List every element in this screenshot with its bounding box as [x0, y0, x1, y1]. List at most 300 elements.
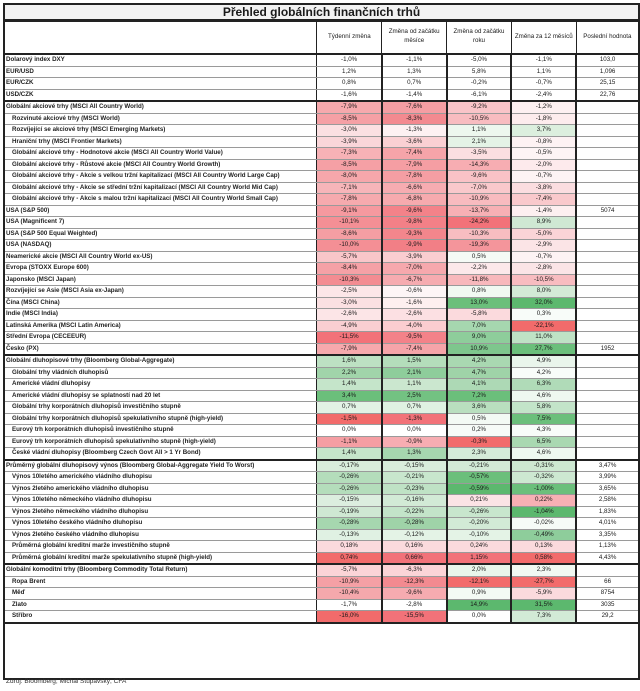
ytd-change-cell: 13,0%	[447, 297, 512, 309]
row-label: Japonsko (MSCI Japan)	[3, 274, 317, 286]
table-row	[3, 529, 638, 541]
row-label: Neamerické akcie (MSCI All Country World ex-US)	[3, 251, 317, 263]
ytd-change-cell: -0,3%	[447, 436, 512, 448]
mtd-change-cell: 0,16%	[382, 541, 447, 553]
weekly-change-cell: 1,6%	[317, 355, 382, 367]
weekly-change-cell: -0,15%	[317, 495, 382, 507]
12m-change-cell: -27,7%	[511, 576, 576, 588]
row-label: Globální akciové trhy - Růstové akcie (MSCI All Country World Growth)	[3, 159, 317, 171]
weekly-change-cell: -8,5%	[317, 159, 382, 171]
row-label: Globální akciové trhy - Akcie s malou tržní kapitalizací (MSCI All Country World Small Cap)	[3, 194, 317, 206]
table-row	[3, 355, 638, 367]
ytd-change-cell: -13,7%	[447, 205, 512, 217]
weekly-change-cell: 0,74%	[317, 552, 382, 564]
row-label: Průměrná globální kreditní marže investičního stupně	[3, 541, 317, 553]
table-row	[3, 367, 638, 379]
mtd-change-cell: 2,1%	[382, 367, 447, 379]
table-row	[3, 240, 638, 252]
12m-change-cell: -0,32%	[511, 472, 576, 484]
12m-change-cell: -2,9%	[511, 240, 576, 252]
ytd-change-cell: -10,5%	[447, 113, 512, 125]
mtd-change-cell: -0,22%	[382, 506, 447, 518]
row-label: USD/CZK	[3, 89, 317, 101]
last-value-cell	[576, 332, 638, 344]
weekly-change-cell: -9,1%	[317, 205, 382, 217]
mtd-change-cell: -7,9%	[382, 159, 447, 171]
row-label: Americké vládní dluhopisy se splatností nad 20 let	[3, 390, 317, 402]
ytd-change-cell: -14,3%	[447, 159, 512, 171]
ytd-change-cell: 0,8%	[447, 286, 512, 298]
last-value-cell	[576, 101, 638, 113]
weekly-change-cell: 3,4%	[317, 390, 382, 402]
row-label: Globální akciové trhy (MSCI All Country World)	[3, 101, 317, 113]
12m-change-cell: 11,0%	[511, 332, 576, 344]
ytd-change-cell: 14,9%	[447, 599, 512, 611]
row-label: Globální komoditní trhy (Bloomberg Commodity Total Return)	[3, 564, 317, 576]
mtd-change-cell: -7,6%	[382, 101, 447, 113]
last-value-cell: 1,83%	[576, 506, 638, 518]
weekly-change-cell: 0,7%	[317, 402, 382, 414]
12m-change-cell: 8,0%	[511, 286, 576, 298]
mtd-change-cell: -7,0%	[382, 263, 447, 275]
row-label: Rozvinuté akciové trhy (MSCI World)	[3, 113, 317, 125]
table-row	[3, 78, 638, 90]
table-row	[3, 136, 638, 148]
weekly-change-cell: -8,5%	[317, 113, 382, 125]
12m-change-cell: 0,3%	[511, 309, 576, 321]
mtd-change-cell: 1,3%	[382, 66, 447, 78]
mtd-change-cell: -9,6%	[382, 205, 447, 217]
weekly-change-cell: -3,0%	[317, 125, 382, 137]
table-row	[3, 101, 638, 113]
mtd-change-cell: -2,8%	[382, 599, 447, 611]
last-value-cell	[576, 228, 638, 240]
12m-change-cell: -7,4%	[511, 194, 576, 206]
weekly-change-cell: 1,2%	[317, 66, 382, 78]
last-value-cell	[576, 379, 638, 391]
table-row	[3, 66, 638, 78]
row-label: Průměrná globální kreditní marže spekulativního stupně (high-yield)	[3, 552, 317, 564]
ytd-change-cell: 0,5%	[447, 251, 512, 263]
mtd-change-cell: -0,28%	[382, 518, 447, 530]
last-value-cell	[576, 125, 638, 137]
weekly-change-cell: -0,26%	[317, 472, 382, 484]
table-row	[3, 402, 638, 414]
table-row	[3, 564, 638, 576]
ytd-change-cell: 0,5%	[447, 413, 512, 425]
12m-change-cell: 8,9%	[511, 217, 576, 229]
weekly-change-cell: -2,5%	[317, 286, 382, 298]
row-label: Česko (PX)	[3, 343, 317, 355]
ytd-change-cell: 7,2%	[447, 390, 512, 402]
last-value-cell	[576, 402, 638, 414]
table-row	[3, 436, 638, 448]
12m-change-cell: 3,7%	[511, 125, 576, 137]
last-value-cell	[576, 355, 638, 367]
mtd-change-cell: -7,8%	[382, 171, 447, 183]
table-row	[3, 472, 638, 484]
row-label: České vládní dluhopisy (Bloomberg Czech Govt All > 1 Yr Bond)	[3, 448, 317, 460]
last-value-cell	[576, 309, 638, 321]
12m-change-cell: 27,7%	[511, 343, 576, 355]
mtd-change-cell: -9,9%	[382, 240, 447, 252]
last-value-cell	[576, 159, 638, 171]
row-label: Výnos 10letého amerického vládního dluhopisu	[3, 472, 317, 484]
weekly-change-cell: -0,13%	[317, 529, 382, 541]
weekly-change-cell: -7,9%	[317, 343, 382, 355]
last-value-cell	[576, 263, 638, 275]
header-weekly-change: Týdenní změna	[317, 19, 382, 54]
mtd-change-cell: 0,66%	[382, 552, 447, 564]
weekly-change-cell: 0,18%	[317, 541, 382, 553]
weekly-change-cell: -11,5%	[317, 332, 382, 344]
last-value-cell: 3,65%	[576, 483, 638, 495]
mtd-change-cell: -2,6%	[382, 309, 447, 321]
row-label: Globální trhy vládních dluhopisů	[3, 367, 317, 379]
last-value-cell: 4,01%	[576, 518, 638, 530]
12m-change-cell: 0,22%	[511, 495, 576, 507]
weekly-change-cell: -7,9%	[317, 101, 382, 113]
last-value-cell: 3035	[576, 599, 638, 611]
12m-change-cell: 6,3%	[511, 379, 576, 391]
row-label: Rozvíjející se akciové trhy (MSCI Emerging Markets)	[3, 125, 317, 137]
12m-change-cell: -2,0%	[511, 159, 576, 171]
12m-change-cell: 1,1%	[511, 66, 576, 78]
ytd-change-cell: 4,7%	[447, 367, 512, 379]
weekly-change-cell: -8,0%	[317, 171, 382, 183]
mtd-change-cell: -15,5%	[382, 611, 447, 623]
table-row	[3, 390, 638, 402]
weekly-change-cell: -1,0%	[317, 54, 382, 66]
mtd-change-cell: 1,5%	[382, 355, 447, 367]
weekly-change-cell: -5,7%	[317, 251, 382, 263]
weekly-change-cell: 0,8%	[317, 78, 382, 90]
table-row	[3, 541, 638, 553]
last-value-cell	[576, 436, 638, 448]
last-value-cell	[576, 425, 638, 437]
weekly-change-cell: 1,4%	[317, 379, 382, 391]
weekly-change-cell: -7,8%	[317, 194, 382, 206]
weekly-change-cell: -16,0%	[317, 611, 382, 623]
row-label: Globální trhy korporátních dluhopisů investičního stupně	[3, 402, 317, 414]
12m-change-cell: -1,04%	[511, 506, 576, 518]
mtd-change-cell: 1,1%	[382, 379, 447, 391]
row-label: Výnos 2letého českého vládního dluhopisu	[3, 529, 317, 541]
row-label: USA (Magnificent 7)	[3, 217, 317, 229]
ytd-change-cell: -0,21%	[447, 460, 512, 472]
table-row	[3, 413, 638, 425]
12m-change-cell: -2,8%	[511, 263, 576, 275]
row-label: Stříbro	[3, 611, 317, 623]
ytd-change-cell: -9,6%	[447, 171, 512, 183]
table-row	[3, 113, 638, 125]
weekly-change-cell: -10,4%	[317, 588, 382, 600]
mtd-change-cell: -9,3%	[382, 228, 447, 240]
last-value-cell: 25,15	[576, 78, 638, 90]
ytd-change-cell: -0,57%	[447, 472, 512, 484]
last-value-cell: 3,99%	[576, 472, 638, 484]
12m-change-cell: 7,3%	[511, 611, 576, 623]
ytd-change-cell: -0,2%	[447, 78, 512, 90]
table-row	[3, 286, 638, 298]
weekly-change-cell: -2,6%	[317, 309, 382, 321]
mtd-change-cell: 1,3%	[382, 448, 447, 460]
12m-change-cell: -0,02%	[511, 518, 576, 530]
table-row	[3, 89, 638, 101]
12m-change-cell: 6,5%	[511, 436, 576, 448]
12m-change-cell: 4,2%	[511, 367, 576, 379]
row-label: USA (NASDAQ)	[3, 240, 317, 252]
last-value-cell	[576, 367, 638, 379]
12m-change-cell: -1,2%	[511, 101, 576, 113]
weekly-change-cell: -1,6%	[317, 89, 382, 101]
header-label	[3, 19, 317, 54]
12m-change-cell: -0,49%	[511, 529, 576, 541]
mtd-change-cell: -1,4%	[382, 89, 447, 101]
table-row	[3, 483, 638, 495]
weekly-change-cell: -7,3%	[317, 148, 382, 160]
row-label: EUR/CZK	[3, 78, 317, 90]
row-label: Střední Evropa (CECEEUR)	[3, 332, 317, 344]
12m-change-cell: 5,8%	[511, 402, 576, 414]
weekly-change-cell: -1,7%	[317, 599, 382, 611]
weekly-change-cell: -4,9%	[317, 320, 382, 332]
last-value-cell	[576, 182, 638, 194]
header-row	[3, 19, 638, 54]
mtd-change-cell: -6,6%	[382, 182, 447, 194]
row-label: Průměrný globální dluhopisový výnos (Bloomberg Global-Aggregate Yield To Worst)	[3, 460, 317, 472]
last-value-cell	[576, 240, 638, 252]
ytd-change-cell: -3,5%	[447, 148, 512, 160]
table-body	[3, 54, 638, 623]
mtd-change-cell: -0,23%	[382, 483, 447, 495]
12m-change-cell: -0,31%	[511, 460, 576, 472]
last-value-cell	[576, 217, 638, 229]
ytd-change-cell: -19,3%	[447, 240, 512, 252]
table-row	[3, 171, 638, 183]
mtd-change-cell: -7,4%	[382, 343, 447, 355]
table-row	[3, 425, 638, 437]
table-row	[3, 182, 638, 194]
weekly-change-cell: -8,4%	[317, 263, 382, 275]
weekly-change-cell: -8,6%	[317, 228, 382, 240]
12m-change-cell: -22,1%	[511, 320, 576, 332]
mtd-change-cell: -1,3%	[382, 125, 447, 137]
weekly-change-cell: -10,9%	[317, 576, 382, 588]
mtd-change-cell: -0,21%	[382, 472, 447, 484]
last-value-cell	[576, 390, 638, 402]
12m-change-cell: -0,7%	[511, 251, 576, 263]
12m-change-cell: -3,8%	[511, 182, 576, 194]
row-label: Ropa Brent	[3, 576, 317, 588]
ytd-change-cell: -0,26%	[447, 506, 512, 518]
last-value-cell: 5074	[576, 205, 638, 217]
ytd-change-cell: -10,9%	[447, 194, 512, 206]
last-value-cell: 1,096	[576, 66, 638, 78]
table-row	[3, 274, 638, 286]
table-row	[3, 217, 638, 229]
last-value-cell	[576, 274, 638, 286]
ytd-change-cell: -11,8%	[447, 274, 512, 286]
ytd-change-cell: 2,1%	[447, 136, 512, 148]
mtd-change-cell: -0,12%	[382, 529, 447, 541]
ytd-change-cell: 1,1%	[447, 125, 512, 137]
last-value-cell: 29,2	[576, 611, 638, 623]
mtd-change-cell: -3,9%	[382, 251, 447, 263]
last-value-cell: 3,47%	[576, 460, 638, 472]
table-row	[3, 148, 638, 160]
weekly-change-cell: -10,1%	[317, 217, 382, 229]
header-mtd-change: Změna od začátku měsíce	[382, 19, 447, 54]
ytd-change-cell: 0,24%	[447, 541, 512, 553]
12m-change-cell: -1,1%	[511, 54, 576, 66]
ytd-change-cell: 3,6%	[447, 402, 512, 414]
mtd-change-cell: -9,5%	[382, 332, 447, 344]
row-label: Čína (MSCI China)	[3, 297, 317, 309]
mtd-change-cell: -7,4%	[382, 148, 447, 160]
12m-change-cell: 31,5%	[511, 599, 576, 611]
weekly-change-cell: -0,26%	[317, 483, 382, 495]
last-value-cell: 1,13%	[576, 541, 638, 553]
row-label: Výnos 2letého německého vládního dluhopisu	[3, 506, 317, 518]
ytd-change-cell: 9,0%	[447, 332, 512, 344]
12m-change-cell: -0,5%	[511, 148, 576, 160]
row-label: Rozvíjející se Asie (MSCI Asia ex-Japan)	[3, 286, 317, 298]
12m-change-cell: 4,6%	[511, 390, 576, 402]
row-label: Globální akciové trhy - Akcie s velkou tržní kapitalizací (MSCI All Country World Large Cap)	[3, 171, 317, 183]
table-row	[3, 263, 638, 275]
mtd-change-cell: 0,7%	[382, 402, 447, 414]
ytd-change-cell: 0,0%	[447, 611, 512, 623]
ytd-change-cell: -0,59%	[447, 483, 512, 495]
12m-change-cell: 0,58%	[511, 552, 576, 564]
ytd-change-cell: 2,3%	[447, 448, 512, 460]
row-label: Globální dluhopisové trhy (Bloomberg Global-Aggregate)	[3, 355, 317, 367]
last-value-cell	[576, 194, 638, 206]
table-row	[3, 194, 638, 206]
table-row	[3, 588, 638, 600]
12m-change-cell: -1,00%	[511, 483, 576, 495]
ytd-change-cell: 1,15%	[447, 552, 512, 564]
ytd-change-cell: -24,2%	[447, 217, 512, 229]
12m-change-cell: 32,0%	[511, 297, 576, 309]
weekly-change-cell: -0,19%	[317, 506, 382, 518]
mtd-change-cell: -9,6%	[382, 588, 447, 600]
ytd-change-cell: -5,0%	[447, 54, 512, 66]
last-value-cell	[576, 286, 638, 298]
mtd-change-cell: -6,3%	[382, 564, 447, 576]
mtd-change-cell: -4,0%	[382, 320, 447, 332]
ytd-change-cell: 0,2%	[447, 425, 512, 437]
table-row	[3, 518, 638, 530]
12m-change-cell: 7,5%	[511, 413, 576, 425]
mtd-change-cell: -6,8%	[382, 194, 447, 206]
12m-change-cell: -5,0%	[511, 228, 576, 240]
ytd-change-cell: -2,2%	[447, 263, 512, 275]
last-value-cell	[576, 136, 638, 148]
last-value-cell: 4,43%	[576, 552, 638, 564]
weekly-change-cell: 0,0%	[317, 425, 382, 437]
table-row	[3, 228, 638, 240]
source-note: Zdroj: Bloomberg; Michal Stupavský, CFA	[6, 678, 127, 685]
mtd-change-cell: -1,1%	[382, 54, 447, 66]
row-label: Globální trhy korporátních dluhopisů spekulativního stupně (high-yield)	[3, 413, 317, 425]
mtd-change-cell: -0,6%	[382, 286, 447, 298]
12m-change-cell: -5,9%	[511, 588, 576, 600]
12m-change-cell: 2,3%	[511, 564, 576, 576]
table-row	[3, 379, 638, 391]
weekly-change-cell: -1,1%	[317, 436, 382, 448]
last-value-cell	[576, 297, 638, 309]
table-row	[3, 506, 638, 518]
table-row	[3, 309, 638, 321]
table-row	[3, 297, 638, 309]
ytd-change-cell: 5,8%	[447, 66, 512, 78]
mtd-change-cell: -3,6%	[382, 136, 447, 148]
weekly-change-cell: -7,1%	[317, 182, 382, 194]
weekly-change-cell: -5,7%	[317, 564, 382, 576]
weekly-change-cell: -1,5%	[317, 413, 382, 425]
table-row	[3, 576, 638, 588]
row-label: Globální akciové trhy - Akcie se střední tržní kapitalizací (MSCI All Country World Mid Cap)	[3, 182, 317, 194]
ytd-change-cell: 0,21%	[447, 495, 512, 507]
table-row	[3, 251, 638, 263]
12m-change-cell: -1,8%	[511, 113, 576, 125]
table-row	[3, 159, 638, 171]
last-value-cell: 2,58%	[576, 495, 638, 507]
ytd-change-cell: 0,9%	[447, 588, 512, 600]
table-row	[3, 54, 638, 66]
12m-change-cell: -2,4%	[511, 89, 576, 101]
last-value-cell: 22,76	[576, 89, 638, 101]
mtd-change-cell: 0,0%	[382, 425, 447, 437]
table-row	[3, 599, 638, 611]
mtd-change-cell: -0,15%	[382, 460, 447, 472]
last-value-cell	[576, 564, 638, 576]
ytd-change-cell: -5,8%	[447, 309, 512, 321]
ytd-change-cell: -10,3%	[447, 228, 512, 240]
mtd-change-cell: -6,7%	[382, 274, 447, 286]
row-label: Výnos 10letého českého vládního dluhopisu	[3, 518, 317, 530]
row-label: USA (S&P 500)	[3, 205, 317, 217]
header-last-value: Poslední hodnota	[576, 19, 638, 54]
ytd-change-cell: -9,2%	[447, 101, 512, 113]
row-label: USA (S&P 500 Equal Weighted)	[3, 228, 317, 240]
table-row	[3, 552, 638, 564]
header-12m-change: Změna za 12 měsíců	[511, 19, 576, 54]
row-label: Latinská Amerika (MSCI Latin America)	[3, 320, 317, 332]
row-label: Měď	[3, 588, 317, 600]
12m-change-cell: -0,8%	[511, 136, 576, 148]
ytd-change-cell: 10,9%	[447, 343, 512, 355]
row-label: Evropa (STOXX Europe 600)	[3, 263, 317, 275]
12m-change-cell: 0,13%	[511, 541, 576, 553]
mtd-change-cell: 2,5%	[382, 390, 447, 402]
12m-change-cell: 4,9%	[511, 355, 576, 367]
weekly-change-cell: -10,0%	[317, 240, 382, 252]
market-overview-table	[3, 19, 638, 624]
table-row	[3, 125, 638, 137]
12m-change-cell: 4,3%	[511, 425, 576, 437]
row-label: EUR/USD	[3, 66, 317, 78]
ytd-change-cell: 2,0%	[447, 564, 512, 576]
weekly-change-cell: 1,4%	[317, 448, 382, 460]
table-row	[3, 460, 638, 472]
last-value-cell	[576, 320, 638, 332]
row-label: Dolarový index DXY	[3, 54, 317, 66]
ytd-change-cell: -0,10%	[447, 529, 512, 541]
ytd-change-cell: 7,0%	[447, 320, 512, 332]
